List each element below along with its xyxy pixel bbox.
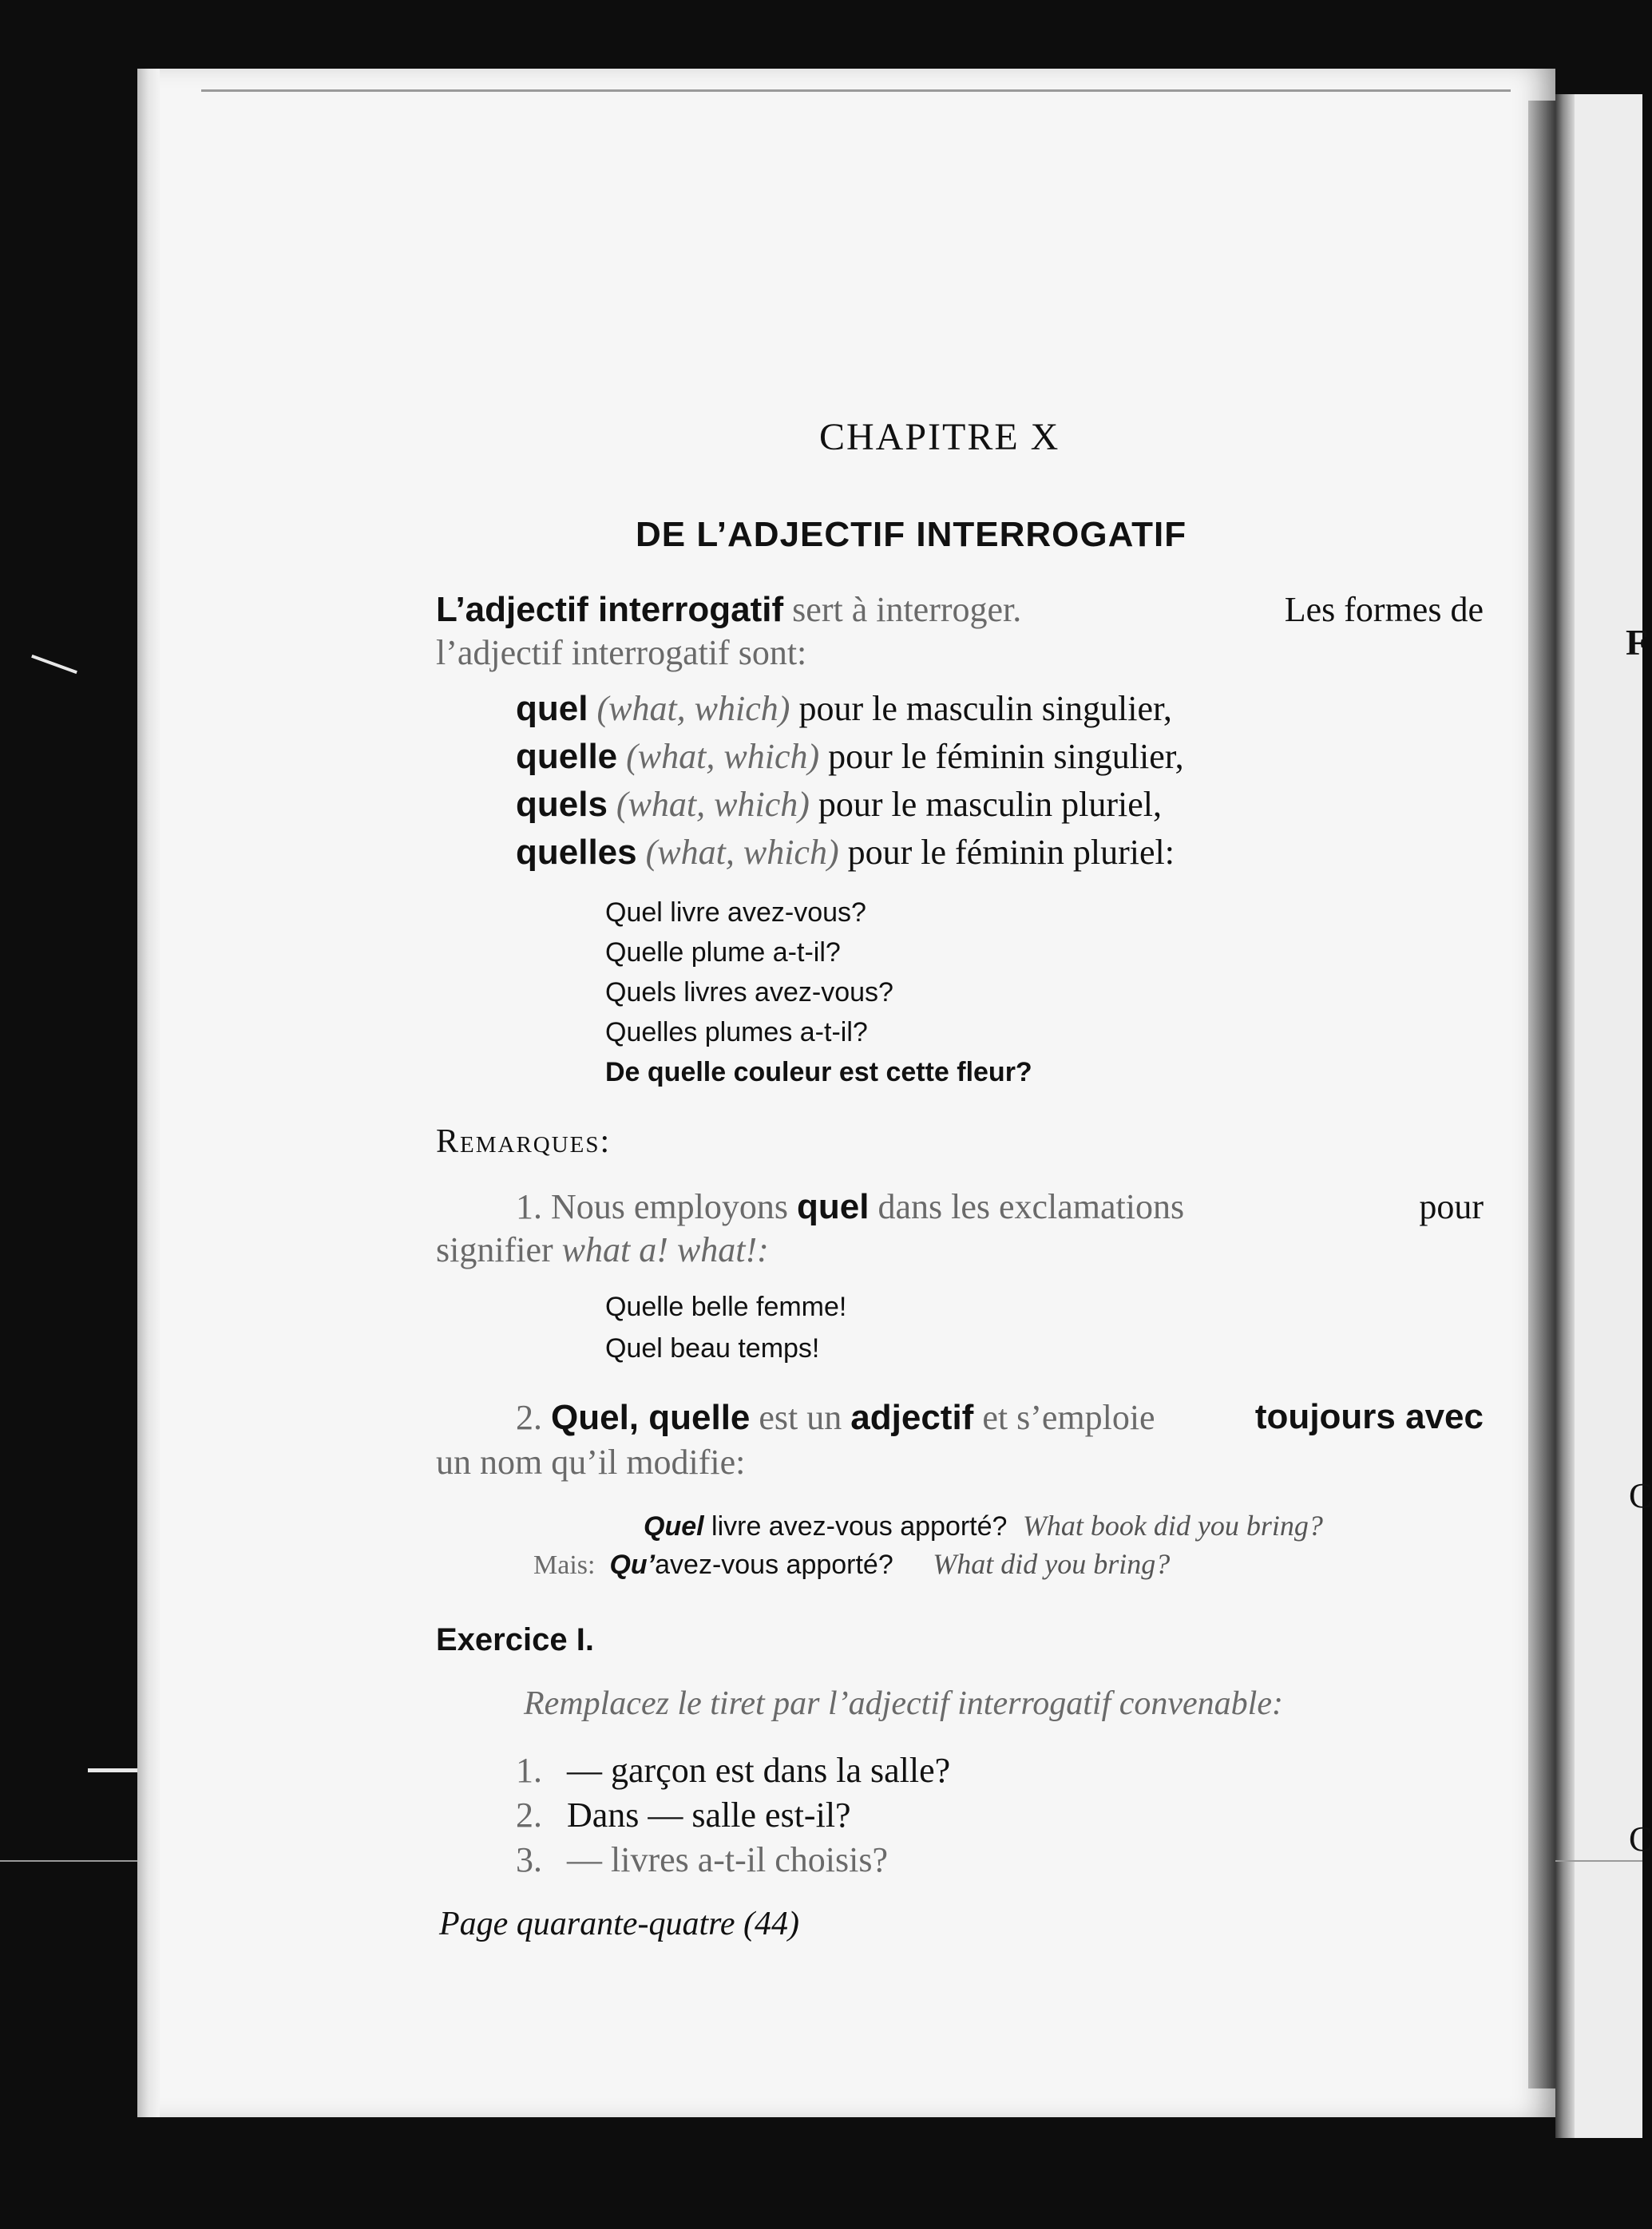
item-number: 1. — [516, 1751, 542, 1790]
intro-right: Les formes de — [1284, 590, 1484, 629]
intro-lead: L’adjectif interrogatif — [436, 590, 784, 629]
form-line — [516, 784, 1162, 825]
exercise-instruction: Remplacez le tiret par l’adjectif interrogatif convenable: — [524, 1685, 1283, 1722]
section-heading: DE L’ADJECTIF INTERROGATIF — [636, 515, 1187, 554]
remark-keyword: adjectif — [850, 1398, 974, 1437]
remarques-heading: Remarques: — [436, 1123, 612, 1160]
remark-2-line-2: un nom qu’il modifie: — [436, 1443, 746, 1482]
item-number: 2. — [516, 1795, 542, 1835]
form-line — [516, 688, 1172, 729]
page-footer: Page quarante-quatre (44) — [439, 1906, 800, 1942]
page-top-rule — [201, 89, 1511, 92]
comparison-english: What did you bring? — [933, 1548, 1171, 1580]
page-gutter — [1528, 101, 1555, 2088]
form-desc: pour le masculin pluriel, — [809, 785, 1163, 824]
scan-mark — [31, 655, 77, 674]
remark-2-line-1 — [516, 1397, 1484, 1438]
form-gloss: (what, which) — [596, 689, 790, 728]
exclamation-example: Quelle belle femme! — [605, 1292, 847, 1322]
remark-keyword: quel — [797, 1187, 870, 1226]
next-page-shadow — [1555, 94, 1575, 2138]
next-page-glyph: F — [1626, 622, 1649, 663]
remark-1-line-2 — [436, 1229, 769, 1270]
comparison-french: avez-vous apporté? — [655, 1550, 893, 1580]
remark-text: dans les exclamations — [869, 1187, 1185, 1226]
form-gloss: (what, which) — [626, 737, 820, 776]
comparison-label: Mais: — [533, 1550, 596, 1580]
comparison-english: What book did you bring? — [1022, 1510, 1323, 1542]
exercise-title: Exercice I. — [436, 1622, 594, 1657]
next-page-edge — [1555, 94, 1652, 2138]
remark-keyword: Quel, quelle — [551, 1398, 751, 1437]
scan-mark — [88, 1768, 144, 1772]
exercise-item — [516, 1750, 950, 1791]
form-word: quelles — [516, 833, 637, 872]
remark-text: Nous employons — [542, 1187, 797, 1226]
comparison-french: livre avez-vous apporté? — [703, 1511, 1008, 1542]
exclamation-example: Quel beau temps! — [605, 1333, 820, 1364]
comparison-row-2 — [533, 1547, 1170, 1581]
comparison-keyword: Qu’ — [609, 1550, 656, 1580]
form-word: quel — [516, 689, 588, 728]
exercise-item — [516, 1839, 888, 1880]
example-sentence: De quelle couleur est cette fleur? — [605, 1057, 1032, 1087]
intro-line-1 — [436, 589, 1484, 630]
form-line — [516, 832, 1175, 873]
next-page-glyph: C — [1629, 1819, 1652, 1859]
remark-number: 2. — [516, 1398, 542, 1437]
remark-text: et s’emploie — [973, 1398, 1155, 1437]
example-sentence: Quelles plumes a-t-il? — [605, 1017, 868, 1047]
page-spine — [137, 69, 160, 2117]
form-desc: pour le féminin pluriel: — [838, 833, 1175, 872]
remark-text: signifier — [436, 1230, 562, 1269]
form-word: quels — [516, 785, 608, 824]
chapter-title: CHAPITRE X — [819, 416, 1060, 458]
comparison-keyword: Quel — [644, 1511, 704, 1542]
example-sentence: Quelle plume a-t-il? — [605, 937, 841, 968]
form-word: quelle — [516, 737, 618, 776]
example-sentence: Quels livres avez-vous? — [605, 977, 893, 1008]
remark-1-line-1 — [516, 1186, 1484, 1227]
item-number: 3. — [516, 1840, 542, 1879]
remark-text: est un — [750, 1398, 851, 1437]
comparison-row-1 — [644, 1509, 1323, 1542]
form-desc: pour le féminin singulier, — [819, 737, 1184, 776]
item-text: — livres a-t-il choisis? — [567, 1840, 889, 1879]
intro-rest: sert à interroger. — [783, 590, 1022, 629]
remark-number: 1. — [516, 1187, 542, 1226]
item-text: — garçon est dans la salle? — [567, 1751, 951, 1790]
next-page-glyph: C — [1629, 1476, 1652, 1515]
remark-right: pour — [1419, 1187, 1484, 1226]
exercise-item — [516, 1795, 851, 1835]
item-text: Dans — salle est-il? — [567, 1795, 851, 1835]
remark-italic: what a! what!: — [561, 1230, 769, 1269]
form-gloss: (what, which) — [616, 785, 810, 824]
intro-line-2: l’adjectif interrogatif sont: — [436, 633, 807, 672]
form-gloss: (what, which) — [645, 833, 839, 872]
example-sentence: Quel livre avez-vous? — [605, 897, 866, 928]
form-line — [516, 736, 1184, 777]
remark-right: toujours avec — [1254, 1397, 1484, 1436]
form-desc: pour le masculin singulier, — [790, 689, 1172, 728]
